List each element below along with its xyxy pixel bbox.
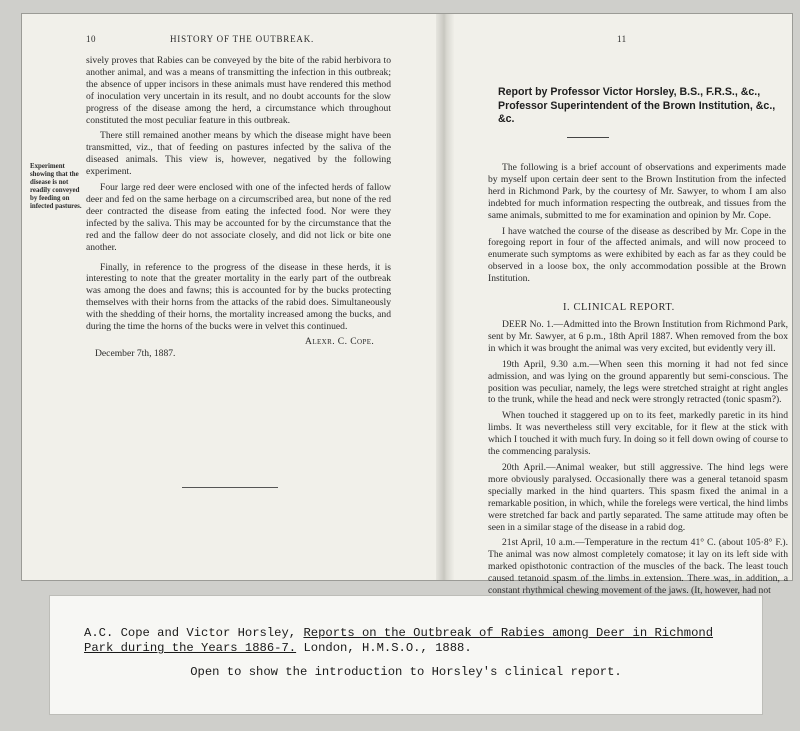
report-title: Report by Professor Victor Horsley, B.S., F.R.S., &c., Professor Superintendent of the Brown Institution, &c., &c. <box>498 86 776 125</box>
running-head: HISTORY OF THE OUTBREAK. <box>170 34 315 44</box>
report-introduction <box>488 162 786 289</box>
caption-title: Reports on the Outbreak of Rabies among Deer in Richmond Park during the Years 1886-7. <box>84 626 714 655</box>
paragraph: When touched it staggered up on to its feet, markedly paretic in its hind limbs. It was nevertheless still very excitable, for it flew at the stick with which I touched it with much fury. In doing so it fell down owing of course to the commencing paralysis. <box>488 410 788 458</box>
caption-citation <box>84 626 744 656</box>
page-number-right: 11 <box>617 34 627 44</box>
date-line: December 7th, 1887. <box>95 348 176 359</box>
open-book <box>22 14 792 597</box>
margin-sidenote: Experiment showing that the disease is not readily conveyed by feeding on infected pastures. <box>30 163 82 210</box>
title-rule <box>567 137 609 138</box>
paragraph: I have watched the course of the disease as described by Mr. Cope in the foregoing report in four of the affected animals, and will now proceed to enumerate such symptoms as were exhibited by each as far as they could be observed in a loose box, the only accommodation possible at the Brown Institution. <box>488 225 786 285</box>
section-heading: I. CLINICAL REPORT. <box>563 302 675 313</box>
paragraph: 20th April.—Animal weaker, but still aggressive. The hind legs were more obviously paralysed. Occasionally there was a general tetanoid spasm specially marked in the hind quarters. This spasm fixed the animal in a remarkable position, in which, while the forelegs were vertical, the hind limbs were stretched far back and partly separated. The same attitude may often be seen in a similar stage of the disease in a rabid dog. <box>488 461 788 533</box>
caption-note: Open to show the introduction to Horsley's clinical report. <box>190 665 622 679</box>
paragraph: 21st April, 10 a.m.—Temperature in the rectum 41° C. (about 105·8° F.). The animal was now almost completely comatose; it lay on its left side with marked opisthotonic contraction of the muscles of the back. The least touch caused tetanoid spasm of the limbs in extension. There was, in addition, a constant rhythmical chewing movement of the jaws. (It, however, had not <box>488 537 788 597</box>
exhibit-caption-card <box>50 596 762 714</box>
signature: Alexr. C. Cope. <box>305 336 375 347</box>
book-gutter <box>436 14 454 580</box>
paragraph: Four large red deer were enclosed with one of the infected herds of fallow deer and fed on the same herbage on a circumscribed area, but none of the red deer contracted the disease from eating the infected food. Nor were they infected by the saliva. This may be accounted for by the circumstance that the red and the fallow deer do not associate closely, and did not lick or bite one another. <box>86 182 391 253</box>
paragraph: 19th April, 9.30 a.m.—When seen this morning it had not fed since admission, and was lying on the ground apparently but semi-conscious. The position was peculiar, namely, the legs were stretched straight at right angles to the trunk, while the head and neck were strongly retracted (tonic spasm?). <box>488 358 788 406</box>
paragraph: The following is a brief account of observations and experiments made by myself upon certain deer sent to the Brown Institution from the infected herd in Richmond Park, by the courtesy of Mr. Sawyer, to whom I am also indebted for much information respecting the outbreak, and tissues from the same animals, submitted to me for examination and opinion by Mr. Cope. <box>488 162 786 221</box>
page-number-left: 10 <box>86 34 96 44</box>
right-page <box>454 14 792 597</box>
paragraph: Finally, in reference to the progress of the disease in these herds, it is interesting to note that the greater mortality in the early part of the outbreak was among the does and fawns; this is accounted for by the bucks protecting themselves with their horns from the attacks of the rabid does. Simultaneously with the shedding of their horns, the mortality increased among the bucks, and during the time the horns of the bucks were in velvet this continued. <box>86 261 391 333</box>
left-page-body <box>86 55 391 337</box>
paragraph: DEER No. 1.—Admitted into the Brown Institution from Richmond Park, sent by Mr. Sawyer, at 6 p.m., 18th April 1887. When removed from the box in which it was brought the animal was very excited, but evidently very ill. <box>488 319 788 354</box>
paragraph: sively proves that Rabies can be conveyed by the bite of the rabid herbivora to another animal, and was a means of transmitting the infection in this outbreak; the absence of upper incisors in these animals must have rendered this method of inoculation very uncertain in its result, and no doubt accounts for the slow progress of the disease among the herd, a circumstance which throughout constituted the most peculiar feature in this outbreak. <box>86 55 391 126</box>
clinical-report-body <box>488 319 788 601</box>
paragraph: There still remained another means by which the disease might have been transmitted, viz., that of feeding on pastures infected by the saliva of the diseased animals. This view is, however, negatived by the following experiment. <box>86 130 391 178</box>
caption-publication: London, H.M.S.O., 1888. <box>303 641 472 655</box>
end-rule <box>182 487 278 488</box>
caption-authors: A.C. Cope and Victor Horsley, <box>84 626 297 640</box>
left-page <box>22 14 436 580</box>
